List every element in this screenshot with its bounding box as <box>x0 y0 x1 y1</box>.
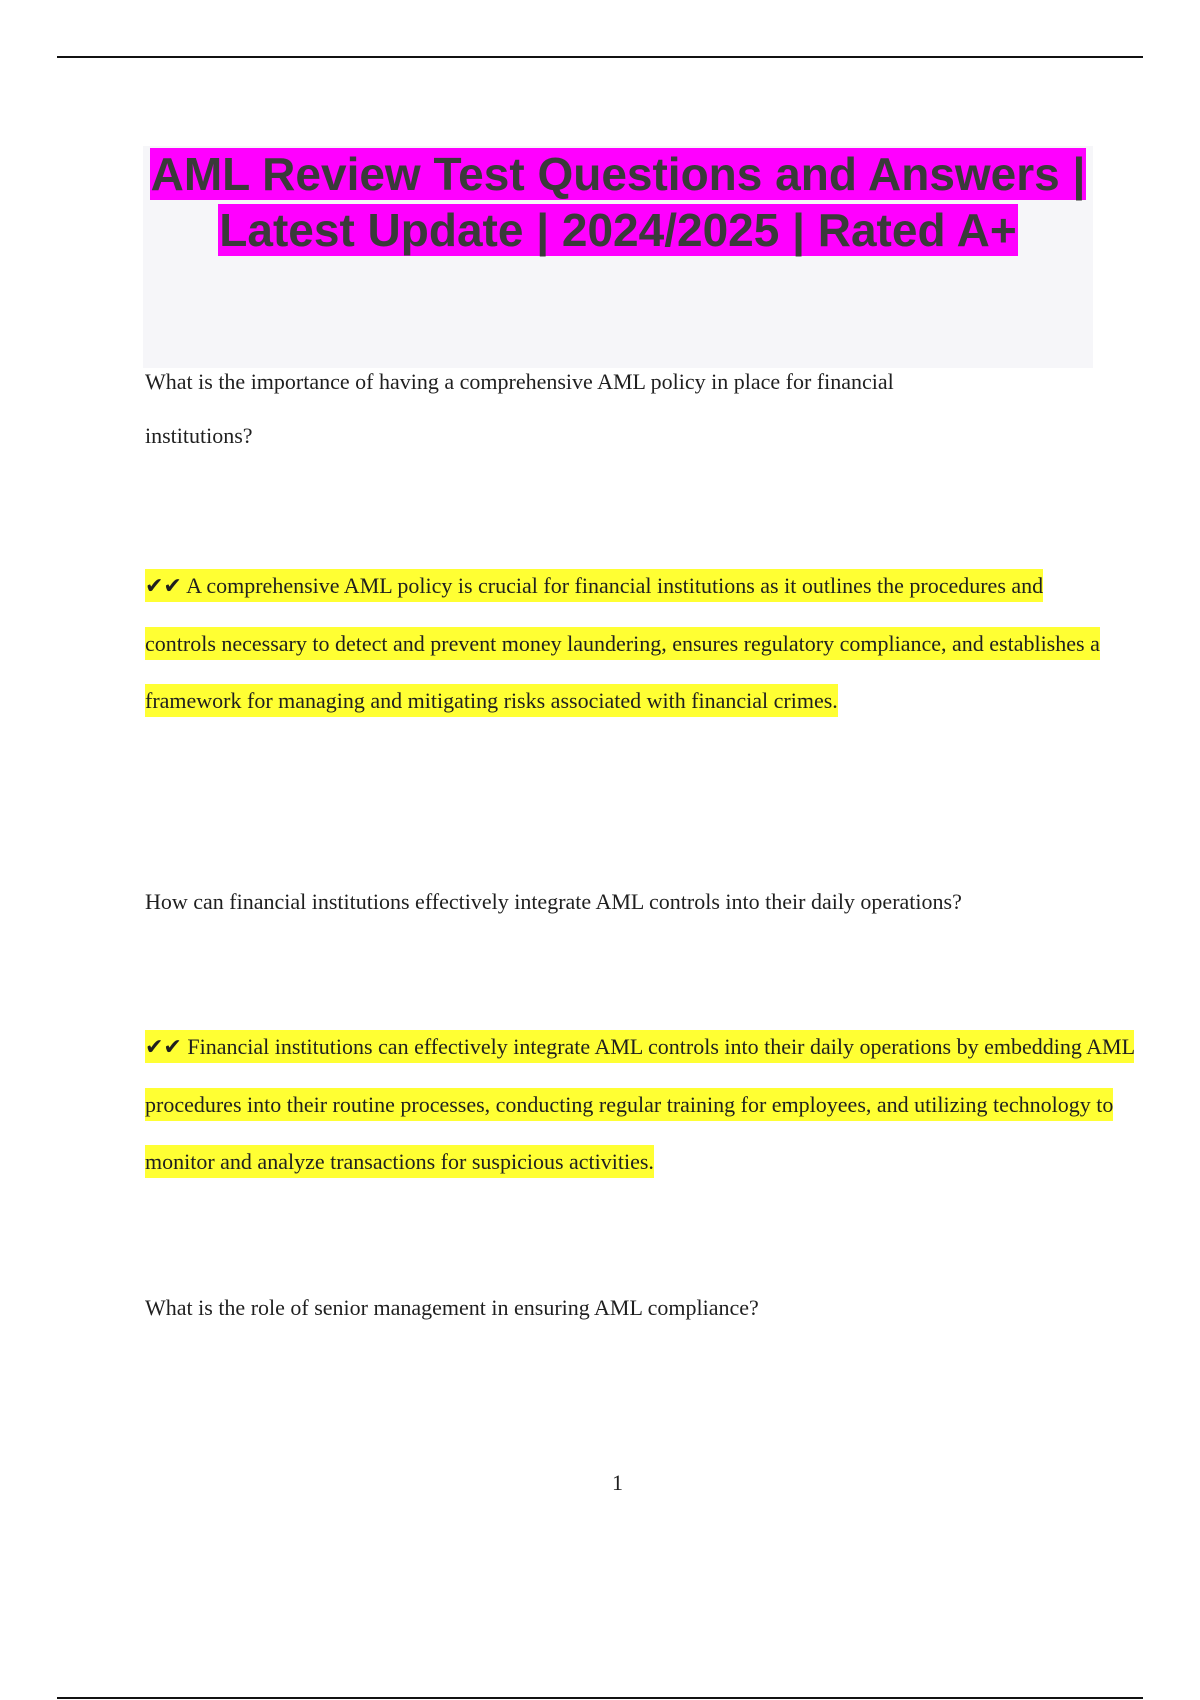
question-2: How can financial institutions effectively integrate AML controls into their daily operations? <box>145 889 962 914</box>
header-rule <box>57 56 1143 58</box>
answer-2-highlight <box>145 1030 1134 1178</box>
check-mark-icon: ✔✔ <box>145 1035 182 1060</box>
answer-2-text: Financial institutions can effectively integrate AML controls into their daily operations by embedding AML procedures into their routine processes, conducting regular training for employees, and utilizing technology to monitor and analyze transactions for suspicious activities. <box>145 1034 1135 1174</box>
answer-2 <box>145 1018 1135 1190</box>
answer-1 <box>145 557 1105 729</box>
question-1: What is the importance of having a comprehensive AML policy in place for financial institutions? <box>145 369 894 448</box>
page-number: 1 <box>612 1470 623 1495</box>
answer-1-text: A comprehensive AML policy is crucial for financial institutions as it outlines the procedures and controls necessary to detect and prevent money laundering, ensures regulatory compliance, and establishes a framework for managing and mitigating risks associated with financial crimes. <box>145 573 1100 713</box>
document-title: AML Review Test Questions and Answers | Latest Update | 2024/2025 | Rated A+ <box>150 148 1086 256</box>
answer-1-highlight <box>145 569 1100 717</box>
footer-rule <box>57 1697 1143 1699</box>
question-3: What is the role of senior management in ensuring AML compliance? <box>145 1295 759 1320</box>
check-mark-icon: ✔✔ <box>145 574 182 599</box>
